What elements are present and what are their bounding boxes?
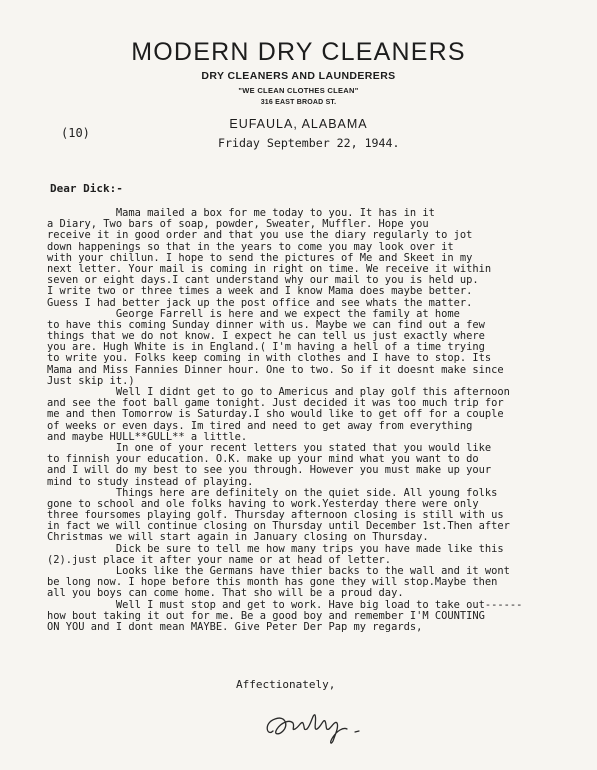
letter-line: to have this coming Sunday dinner with us. Maybe we can find out a few (47, 318, 485, 331)
letter-line: Christmas we will start again in January closing on Thursday. (47, 531, 429, 544)
letter-line: In one of your recent letters you stated that you would like (47, 441, 492, 454)
letter-line: Mama and Miss Fannies Dinner hour. One to two. So if it doesnt make since (47, 363, 504, 376)
letter-line: down happenings so that in the years to come you may look over it (47, 240, 454, 253)
closing: Affectionately, (236, 678, 336, 691)
letter-line: Well I must stop and get to work. Have big load to take out------ (47, 598, 523, 611)
letter-line: Guess I had better jack up the post office and see whats the matter. (47, 296, 473, 309)
handwritten-signature (259, 701, 369, 747)
letter-line: you are. Hugh White is in England.( I'm having a hell of a time trying (47, 341, 485, 354)
letter-line: I write two or three times a week and I know Mama does maybe better. (47, 285, 473, 298)
letter-line: Well I didnt get to go to Americus and play golf this afternoon (47, 386, 510, 398)
letter-line: gone to school and ole folks having to work.Yesterday there were only (47, 497, 479, 510)
letter-line: and maybe HULL**GULL** a little. (47, 430, 248, 443)
letter-body (47, 208, 522, 633)
letter-line: Just skip it.) (47, 374, 135, 387)
letterhead-company-name: MODERN DRY CLEANERS (131, 38, 466, 66)
letter-line: three foursomes playing golf. Thursday afternoon closing is still with us (47, 509, 504, 522)
letter-line: to write you. Folks keep coming in with clothes and I have to stop. Its (47, 352, 492, 365)
salutation: Dear Dick:- (50, 182, 123, 195)
letter-line: ON YOU and I dont mean MAYBE. Give Peter Der Pap my regards, (47, 620, 423, 633)
letterhead-subtitle: DRY CLEANERS AND LAUNDERERS (201, 70, 396, 82)
letter-line: in fact we will continue closing on Thursday until December 1st.Then after (47, 520, 510, 533)
letter-line: Things here are definitely on the quiet side. All young folks (47, 486, 498, 499)
letter-line: be long now. I hope before this month has gone they will stop.Maybe then (47, 576, 498, 589)
letter-line: mind to study instead of playing. (47, 475, 254, 488)
page-number: (10) (61, 126, 90, 140)
letter-line: (2).just place it after your name or at head of letter. (47, 553, 392, 566)
letter-line: Dick be sure to tell me how many trips you have made like this (47, 542, 504, 555)
letter-line: receive it in good order and that you use the diary regularly to jot (47, 229, 473, 242)
letterhead-slogan: "WE CLEAN CLOTHES CLEAN" (238, 86, 359, 95)
letter-line: to finnish your education. O.K. make up your mind what you want to do (47, 453, 479, 466)
letter-line: me and then Tomorrow is Saturday.I sho would like to get off for a couple (47, 408, 504, 421)
letter-line: next letter. Your mail is coming in right on time. We receive it within (47, 262, 492, 275)
letter-date: Friday September 22, 1944. (218, 136, 400, 150)
letter-line: Looks like the Germans have thier backs to the wall and it wont (47, 565, 510, 577)
letter-line: seven or eight days.I cant understand why our mail to you is held up. (47, 274, 479, 287)
letter-line: a Diary, Two bars of soap, powder, Sweater, Muffler. Hope you (47, 218, 429, 231)
letterhead-city: EUFAULA, ALABAMA (229, 117, 368, 131)
letterhead-address: 316 EAST BROAD ST. (260, 99, 337, 106)
letter-line: with your chillun. I hope to send the pictures of Me and Skeet in my (47, 251, 473, 264)
letter-line: and I will do my best to see you through. However you must make up your (47, 464, 492, 477)
letter-line: Mama mailed a box for me today to you. It has in it (47, 207, 435, 219)
letter-line: and see the foot ball game tonight. Just decided it was too much trip for (47, 397, 504, 410)
letter-line: how bout taking it out for me. Be a good boy and remember I'M COUNTING (47, 609, 485, 622)
letter-line: all you boys can come home. That sho will be a proud day. (47, 587, 404, 600)
letter-line: things that we do not know. I expect he can tell us just exactly where (47, 330, 485, 343)
letter-line: George Farrell is here and we expect the family at home (47, 307, 460, 320)
letter-line: of weeks or even days. Im tired and need to get away from everything (47, 419, 473, 432)
